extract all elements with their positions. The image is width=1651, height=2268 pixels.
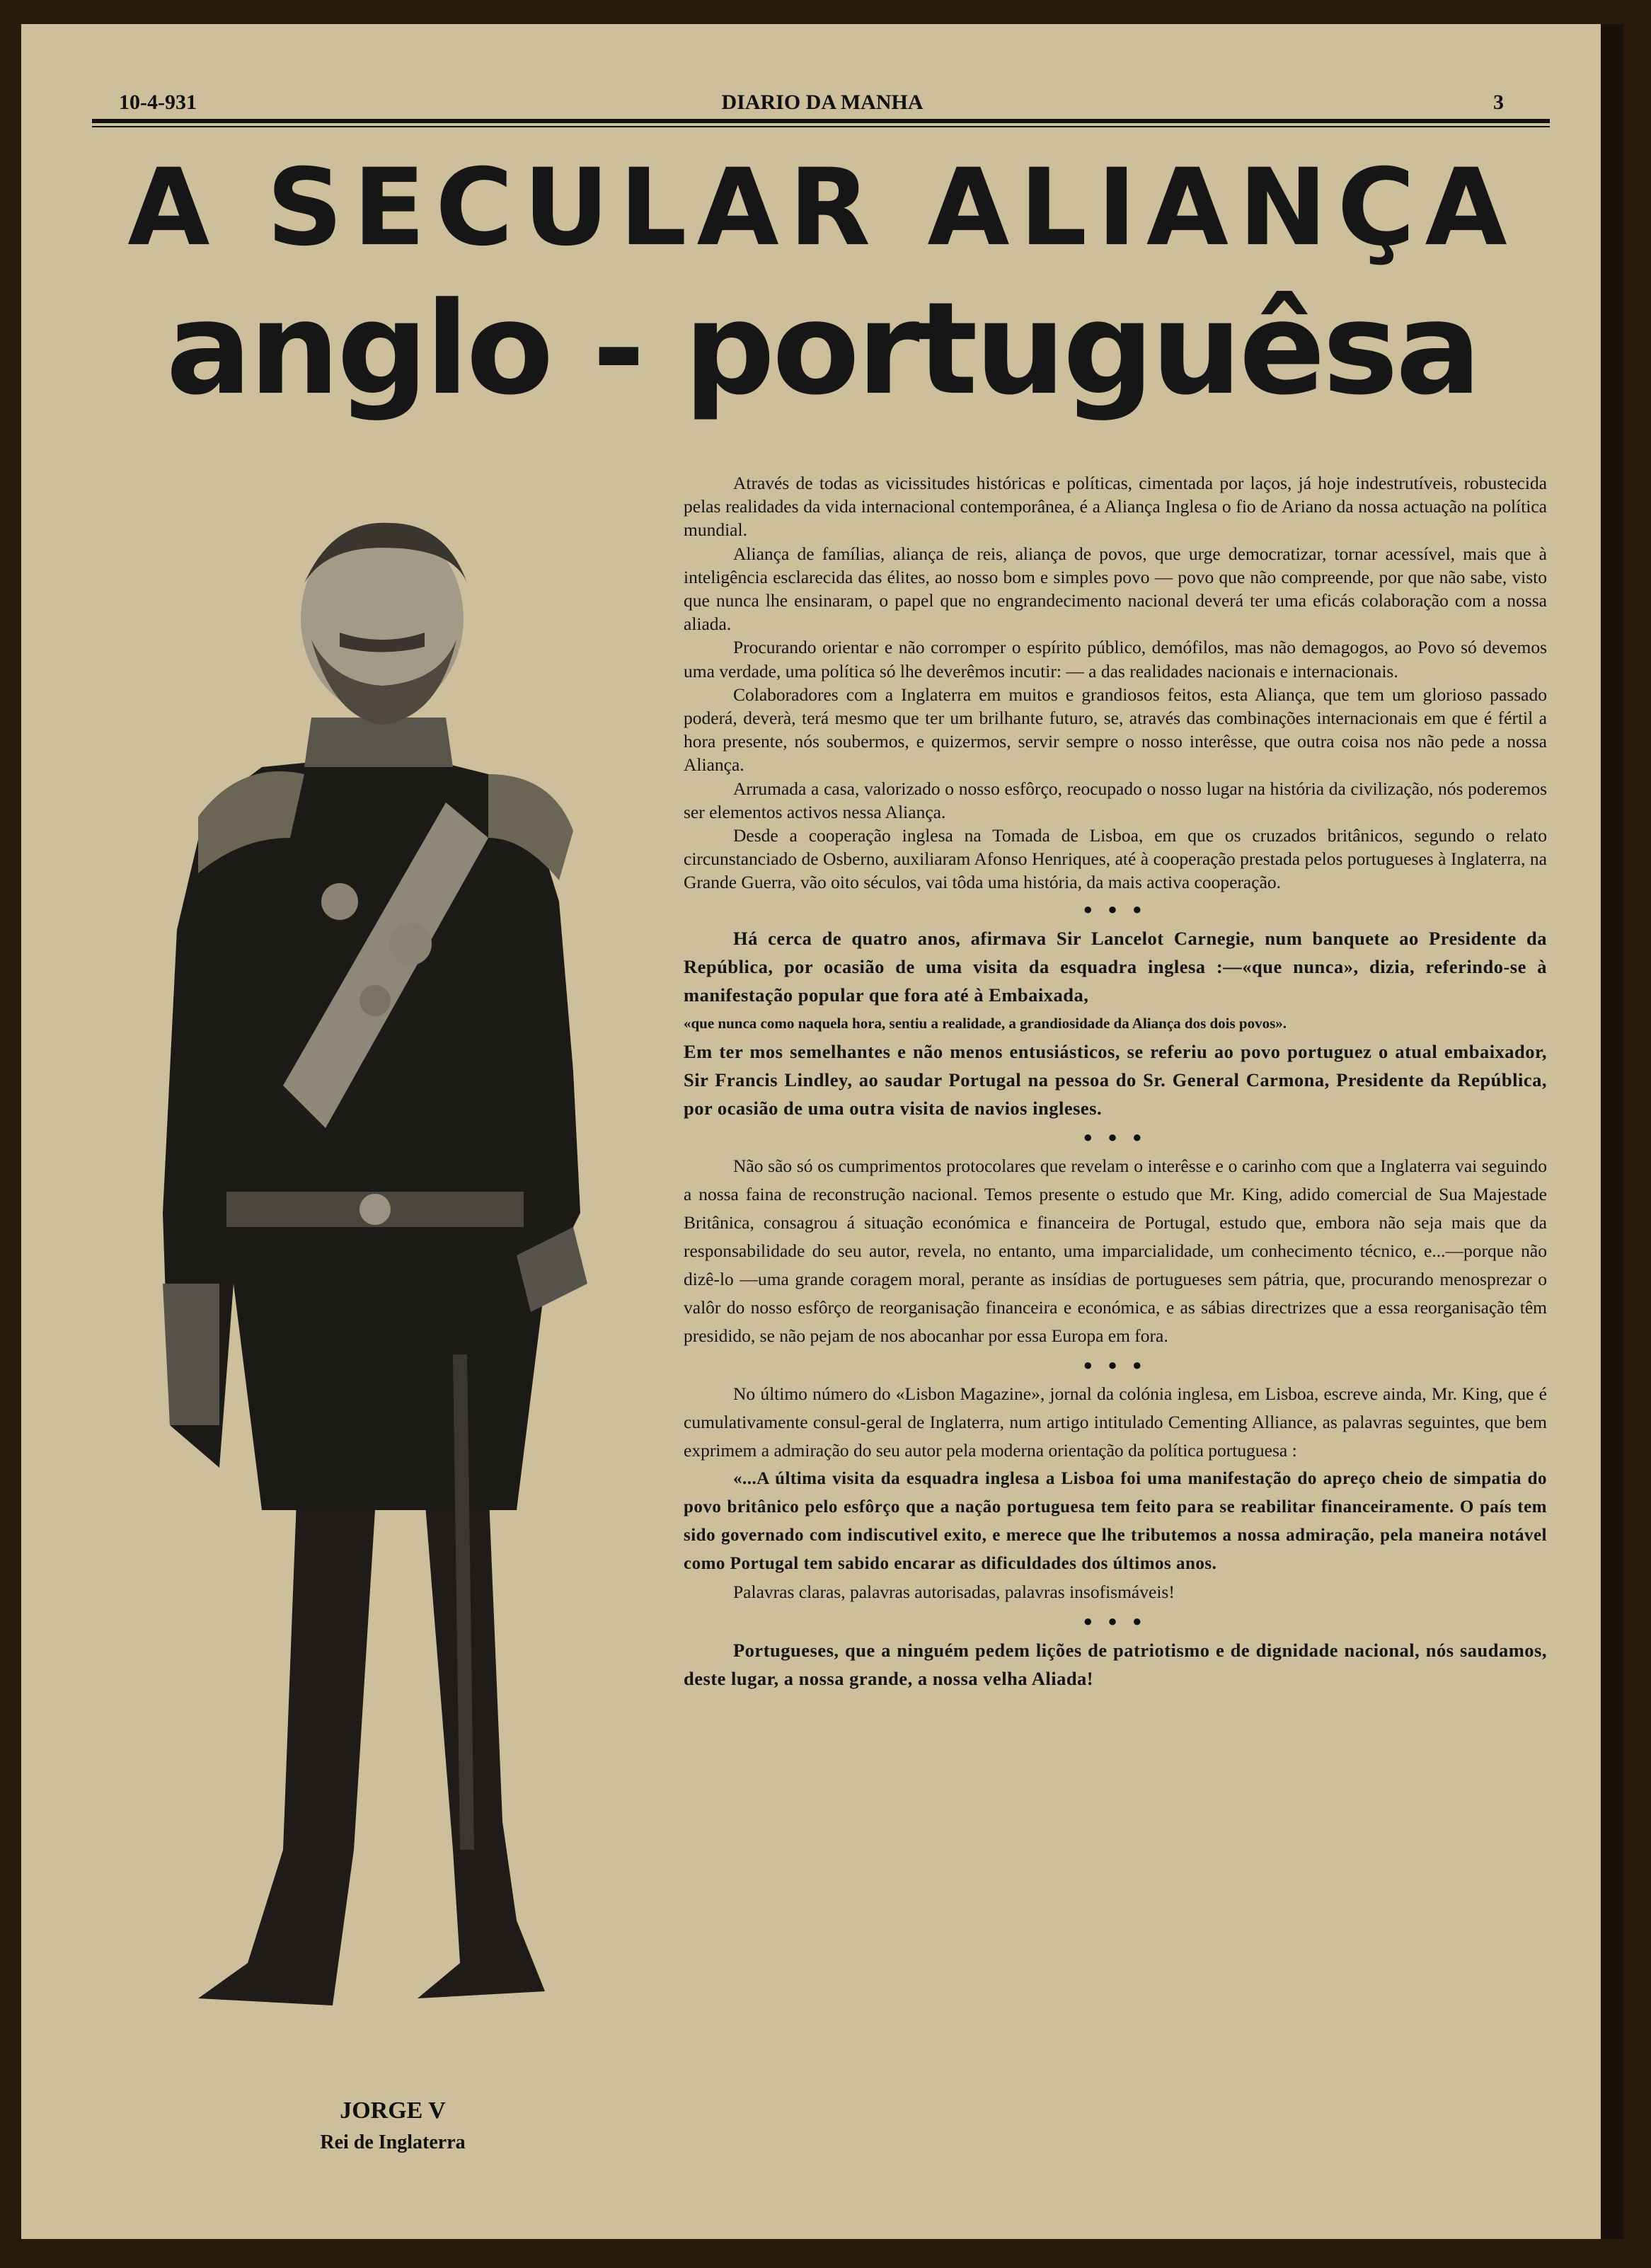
article-paragraph-bold: Em ter mos semelhantes e não menos entusiásticos, se referiu ao povo portuguez o atual embaixador, Sir Francis Lindley, ao saudar Portugal na pessoa do Sr. General Carmona, Presidente da República, por ocasião de uma outra visita de navios ingleses. bbox=[684, 1040, 1547, 1119]
article-quote-bold: «...A última visita da esquadra inglesa a Lisboa foi uma manifestação do apreço cheio de simpatia do povo britânico pelo esfôrço que a nação portuguesa tem feito para se reabilitar financeiramente. O país tem sido governado com indiscutivel exito, e merece que lhe tributemos a nossa admiração, pela maneira notável como Portugal tem sabido encarar as dificuldades dos últimos anos. bbox=[684, 1468, 1547, 1573]
portrait-caption-name: JORGE V bbox=[340, 2097, 446, 2124]
page-edge-shadow bbox=[1601, 24, 1623, 2239]
newspaper-name: DIARIO DA MANHA bbox=[721, 91, 924, 114]
headline-line-1: A SECULAR ALIANÇA bbox=[127, 146, 1517, 270]
headline-line-2: anglo - portuguêsa bbox=[166, 275, 1479, 423]
article-quote: «que nunca como naquela hora, sentiu a realidade, a grandiosidade da Aliança dos dois povos». bbox=[684, 1014, 1287, 1032]
section-separator: ● ● ● bbox=[1083, 1127, 1148, 1146]
article-paragraph: Através de todas as vicissitudes históricas e políticas, cimentada por laços, já hoje indestrutíveis, robustecida pelas realidades da vida internacional contemporânea, é a Aliança Inglesa o fio de Ariano da nossa actuação na política mundial. bbox=[684, 473, 1547, 541]
newspaper-page bbox=[21, 24, 1623, 2239]
portrait-caption-title: Rei de Inglaterra bbox=[320, 2131, 466, 2153]
article-paragraph: No último número do «Lisbon Magazine», jornal da colónia inglesa, em Lisboa, escreve ainda, Mr. King, que é cumulativamente consul-geral de Inglaterra, num artigo intitulado Cementing Alliance, as palavras seguintes, que bem exprimem a admiração do seu autor pela moderna orientação da política portuguesa : bbox=[684, 1383, 1547, 1461]
article-paragraph: Desde a cooperação inglesa na Tomada de Lisboa, em que os cruzados britânicos, segundo o relato circunstanciado de Osberno, auxiliaram Afonso Henriques, até à cooperação prestada pelos portugueses à Inglaterra, na Grande Guerra, vão oito séculos, vai tôda uma história, da mais activa cooperação. bbox=[684, 825, 1547, 893]
header-rule-thin bbox=[92, 126, 1550, 127]
article-column bbox=[684, 471, 1547, 1693]
article-paragraph: Palavras claras, palavras autorisadas, palavras insofismáveis! bbox=[733, 1581, 1175, 1602]
section-separator: ● ● ● bbox=[1083, 899, 1148, 918]
portrait-king-george-v-icon bbox=[120, 505, 665, 2076]
article-paragraph: Arrumada a casa, valorizado o nosso esfôrço, reocupado o nosso lugar na história da civilização, nós poderemos ser elementos activos nessa Aliança. bbox=[684, 778, 1547, 822]
issue-date: 10-4-931 bbox=[119, 91, 197, 114]
article-paragraph: Procurando orientar e não corromper o espírito público, demófilos, mas não demagogos, ao Povo só devemos uma verdade, uma política só lhe deverêmos incutir: — a das realidades nacionais e internacionais. bbox=[684, 637, 1547, 681]
header-rule bbox=[92, 119, 1550, 123]
article-paragraph: Não são só os cumprimentos protocolares que revelam o interêsse e o carinho com que a Inglaterra vai seguindo a nossa faina de reconstrução nacional. Temos presente o estudo que Mr. King, adido comercial de Sua Majestade Britânica, consagrou á situação económica e financeira de Portugal, estudo que, embora não seja mais que da responsabilidade do seu autor, revela, no entanto, uma imparcialidade, um conhecimento técnico, e...—porque não dizê-lo —uma grande coragem moral, perante as insídias de portugueses sem pátria, que, procurando menosprezar o valôr do nosso esfôrço de reorganisação financeira e económica, e as sábias directrizes que a essa reorganisação têm presidido, se não pejam de nos abocanhar por essa Europa em fora. bbox=[684, 1155, 1547, 1346]
section-separator: ● ● ● bbox=[1083, 1355, 1148, 1374]
article-paragraph-bold: Há cerca de quatro anos, afirmava Sir Lancelot Carnegie, num banquete ao Presidente da República, por ocasião de uma visita da esquadra inglesa :—«que nunca», dizia, referindo-se à manifestação popular que fora até à Embaixada, bbox=[684, 927, 1547, 1006]
article-paragraph: Colaboradores com a Inglaterra em muitos e grandiosos feitos, esta Aliança, que tem um glorioso passado poderá, deverà, terá mesmo que ter um brilhante futuro, se, através das combinações internacionais em que é fértil a hora presente, nós soubermos, e quizermos, servir sempre o nosso interêsse, que outra coisa nos não pede a nossa Aliança. bbox=[684, 684, 1547, 776]
section-separator: ● ● ● bbox=[1083, 1611, 1148, 1630]
article-closing: Portugueses, que a ninguém pedem lições de patriotismo e de dignidade nacional, nós saudamos, deste lugar, a nossa grande, a nossa velha Aliada! bbox=[684, 1639, 1547, 1689]
page-number: 3 bbox=[1493, 91, 1504, 114]
article-paragraph: Aliança de famílias, aliança de reis, aliança de povos, que urge democratizar, tornar acessível, mais que à inteligência esclarecida das élites, ao nosso bom e simples povo — povo que não compreende, por que não sabe, visto que nunca lhe ensinaram, o papel que no engrandecimento nacional deverá ter uma eficás colaboração com a nossa aliada. bbox=[684, 543, 1547, 635]
